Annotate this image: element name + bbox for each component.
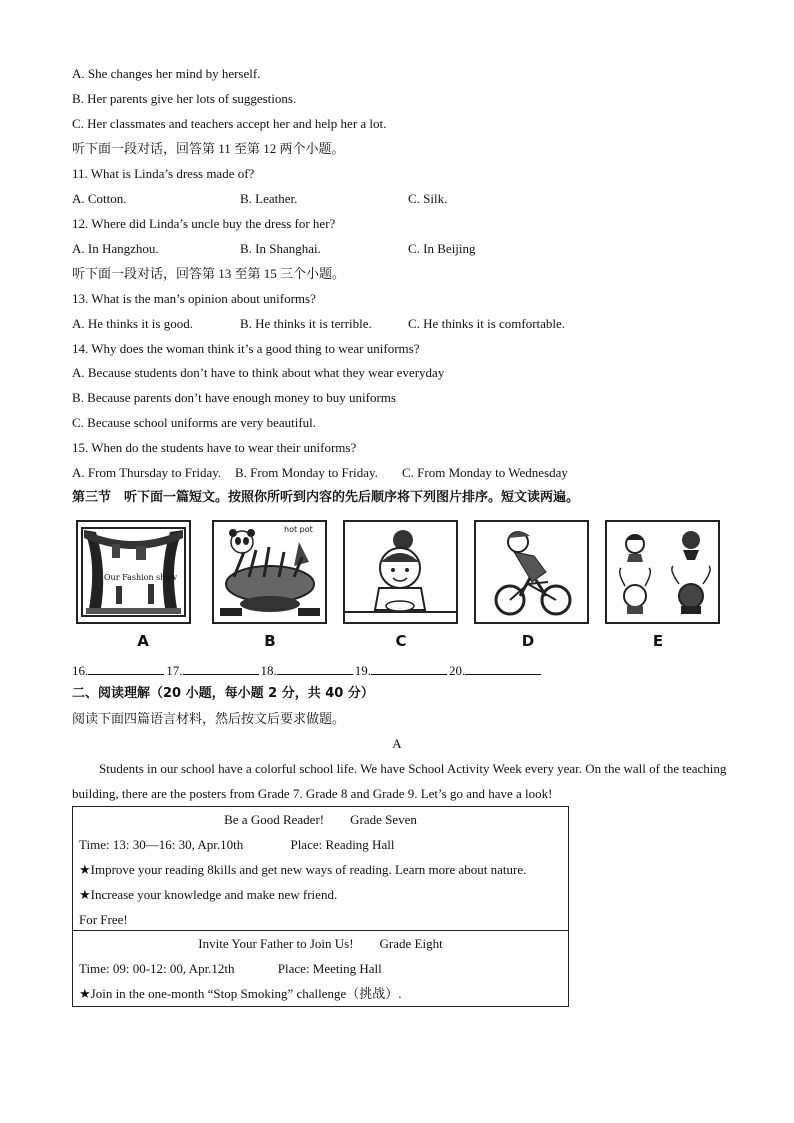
- q14-stem: 14. Why does the woman think it’s a good thing to wear uniforms?: [72, 341, 420, 356]
- poster-grade-seven: [72, 806, 569, 931]
- q10-option-b: B. Her parents give her lots of suggestions.: [72, 91, 297, 106]
- picture-label-e: E: [652, 632, 664, 650]
- q11-option-c: C. Silk.: [408, 191, 448, 206]
- opera-masks-icon: [607, 522, 718, 622]
- instruction-11-12: 听下面一段对话，回答第 11 至第 12 两个小题。: [72, 141, 345, 156]
- picture-b-caption: hot pot: [284, 525, 313, 534]
- blank-17-label: 17.: [166, 663, 183, 678]
- poster2-title: Invite Your Father to Join Us! Grade Eight: [198, 936, 443, 951]
- picture-a: [76, 520, 191, 624]
- poster2-time: Time: 09: 00-12: 00, Apr.12th: [79, 961, 235, 976]
- picture-label-a: A: [137, 632, 149, 650]
- q12-option-b: B. In Shanghai.: [240, 241, 321, 256]
- q10-option-a: A. She changes her mind by herself.: [72, 66, 261, 81]
- picture-a-caption: Our Fashion show: [104, 573, 178, 582]
- q12-stem: 12. Where did Linda’s uncle buy the dress for her?: [72, 216, 336, 231]
- q15-stem: 15. When do the students have to wear their uniforms?: [72, 440, 357, 455]
- q14-option-b: B. Because parents don’t have enough money to buy uniforms: [72, 390, 396, 405]
- q14-option-a: A. Because students don’t have to think about what they wear everyday: [72, 365, 445, 380]
- poster2-place: Place: Meeting Hall: [277, 961, 382, 976]
- poster2-item1: ★Join in the one-month “Stop Smoking” challenge（挑战）.: [79, 986, 402, 1001]
- picture-label-d: D: [521, 632, 535, 650]
- panda-hotpot-icon: [214, 522, 325, 622]
- q11-option-a: A. Cotton.: [72, 191, 127, 206]
- part2-instruction: 阅读下面四篇语言材料，然后按文后要求做题。: [72, 711, 346, 726]
- poster1-item1: ★Improve your reading 8kills and get new ways of reading. Learn more about nature.: [79, 862, 527, 877]
- q13-option-c: C. He thinks it is comfortable.: [408, 316, 566, 331]
- blank-19-label: 19.: [354, 663, 371, 678]
- blank-16[interactable]: [88, 662, 164, 675]
- picture-d: [474, 520, 589, 624]
- q11-option-b: B. Leather.: [240, 191, 298, 206]
- part2-heading: 二、阅读理解（20 小题，每小题 2 分，共 40 分）: [72, 686, 374, 701]
- poster1-place: Place: Reading Hall: [290, 837, 395, 852]
- poster-grade-eight: [72, 930, 569, 1007]
- poster1-title: Be a Good Reader! Grade Seven: [224, 812, 417, 827]
- section3-heading: 第三节 听下面一篇短文。按照你所听到内容的先后顺序将下列图片排序。短文读两遍。: [72, 490, 580, 505]
- girl-cooking-icon: [345, 522, 456, 622]
- q12-option-c: C. In Beijing: [408, 241, 476, 256]
- answer-blanks: [72, 662, 543, 679]
- picture-label-c: C: [395, 632, 407, 650]
- q14-option-c: C. Because school uniforms are very beautiful.: [72, 415, 317, 430]
- q15-option-c: C. From Monday to Wednesday: [402, 465, 568, 480]
- blank-19[interactable]: [371, 662, 447, 675]
- q11-stem: 11. What is Linda’s dress made of?: [72, 166, 255, 181]
- q15-option-b: B. From Monday to Friday.: [235, 465, 378, 480]
- cyclist-icon: [476, 522, 587, 622]
- blank-17[interactable]: [183, 662, 259, 675]
- passage-letter: A: [392, 736, 402, 751]
- q13-option-b: B. He thinks it is terrible.: [240, 316, 372, 331]
- poster2-time-place: [73, 956, 568, 981]
- poster1-time-place: [73, 832, 568, 857]
- picture-b: [212, 520, 327, 624]
- picture-label-b: B: [264, 632, 276, 650]
- blank-18[interactable]: [277, 662, 353, 675]
- poster1-item2: ★Increase your knowledge and make new friend.: [79, 887, 338, 902]
- q13-stem: 13. What is the man’s opinion about uniforms?: [72, 291, 316, 306]
- picture-e: [605, 520, 720, 624]
- q10-option-c: C. Her classmates and teachers accept her and help her a lot.: [72, 116, 387, 131]
- pictures-row: [76, 520, 721, 650]
- q13-option-a: A. He thinks it is good.: [72, 316, 193, 331]
- blank-20[interactable]: [465, 662, 541, 675]
- q12-option-a: A. In Hangzhou.: [72, 241, 159, 256]
- poster1-free: For Free!: [79, 912, 128, 927]
- poster1-time: Time: 13: 30—16: 30, Apr.10th: [79, 837, 244, 852]
- blank-18-label: 18.: [260, 663, 277, 678]
- blank-20-label: 20.: [449, 663, 466, 678]
- picture-c: [343, 520, 458, 624]
- passage-intro: Students in our school have a colorful school life. We have School Activity Week every year. On the wall of the teaching building, there are the posters from Grade 7. Grade 8 and Grade 9. Let’s go and have a look!: [72, 761, 727, 801]
- q15-option-a: A. From Thursday to Friday.: [72, 465, 222, 480]
- theater-stage-icon: [78, 522, 189, 622]
- instruction-13-15: 听下面一段对话，回答第 13 至第 15 三个小题。: [72, 266, 346, 281]
- blank-16-label: 16.: [72, 663, 89, 678]
